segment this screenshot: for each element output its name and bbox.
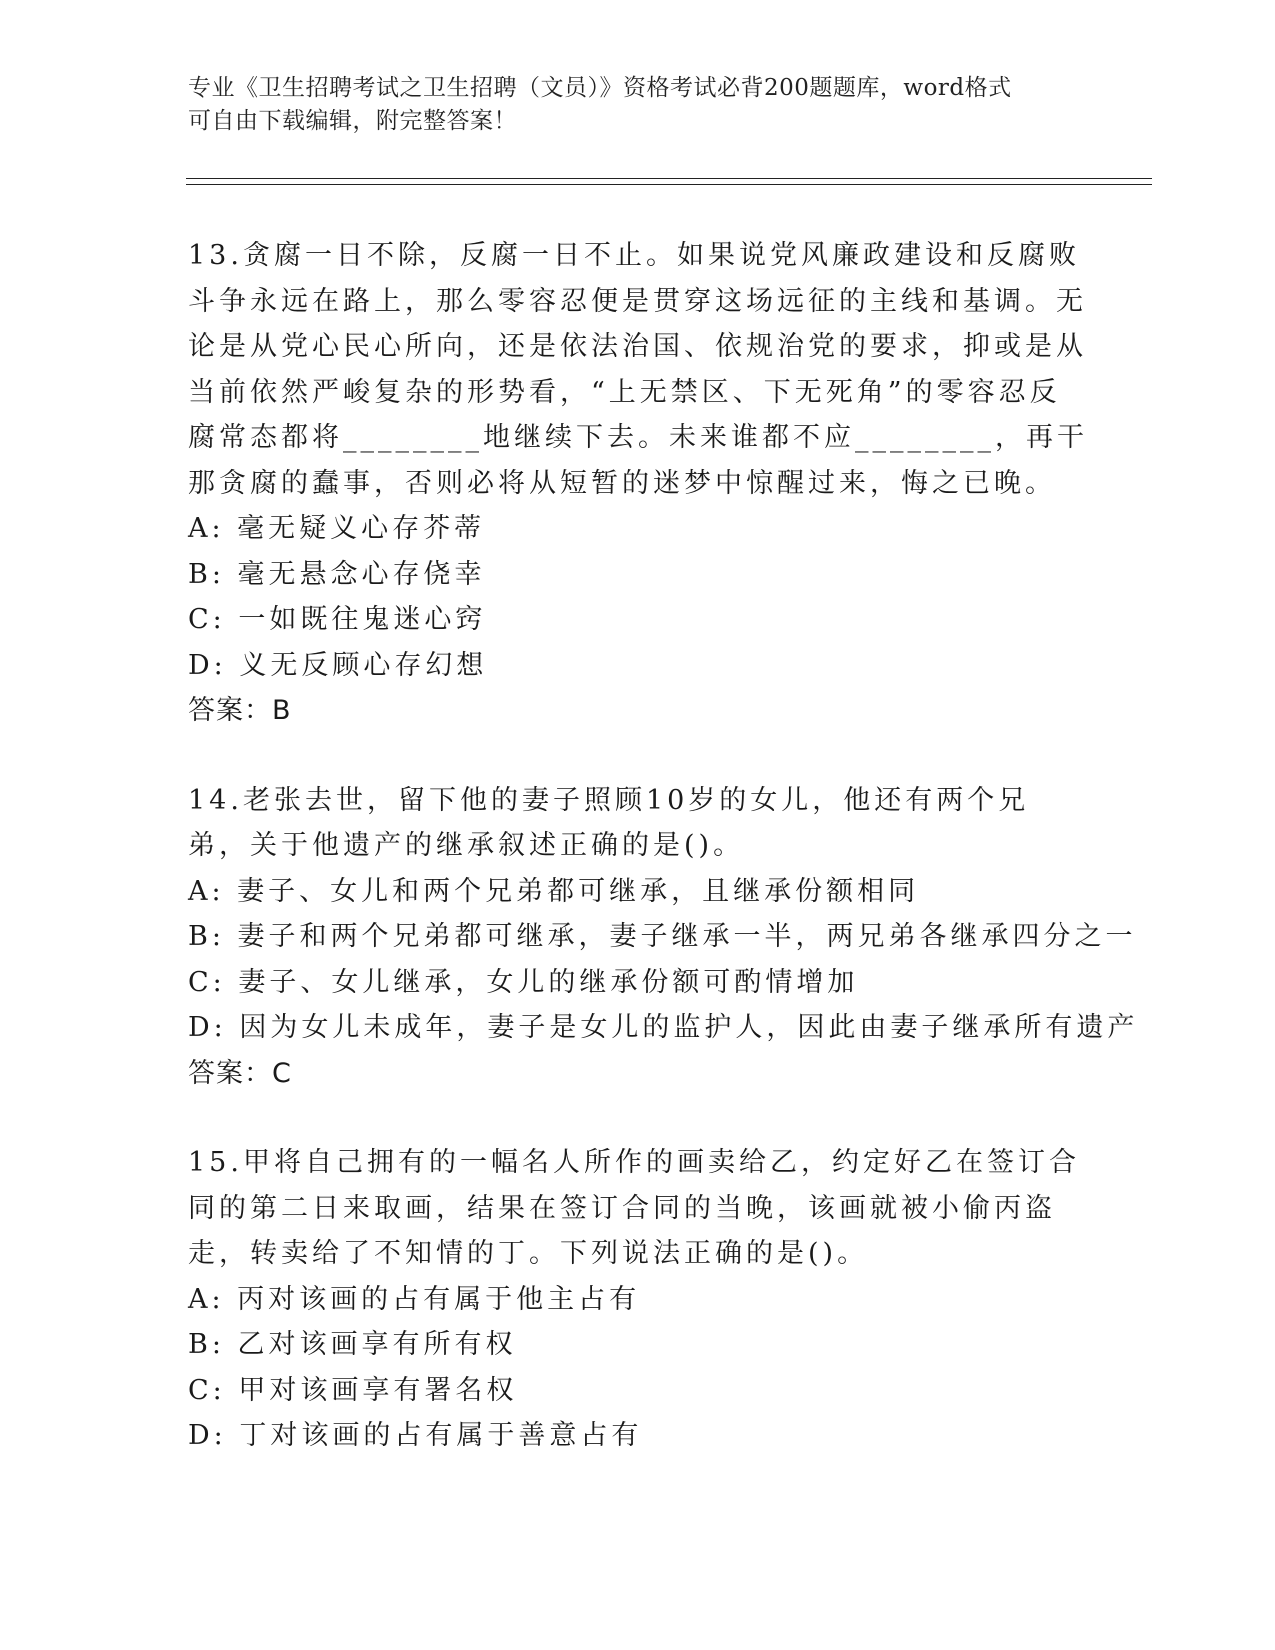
option-c: C: 妻子、女儿继承，女儿的继承份额可酌情增加: [188, 966, 859, 998]
option-d: D: 丁对该画的占有属于善意占有: [188, 1420, 643, 1451]
question-stem: 14.老张去世，留下他的妻子照顾10岁的女儿，他还有两个兄弟，关于他遗产的继承叙述正确的是()。: [188, 784, 1030, 861]
header-divider-bottom: [186, 184, 1152, 185]
option-a: A: 毫无疑义心存芥蒂: [188, 513, 486, 544]
option-d: D: 因为女儿未成年，妻子是女儿的监护人，因此由妻子继承所有遗产: [188, 1012, 1139, 1043]
option-c: C: 甲对该画享有署名权: [188, 1374, 518, 1406]
answer-line: 答案：B: [188, 695, 292, 726]
header-divider-top: [186, 178, 1152, 179]
answer-line: 答案：C: [188, 1057, 292, 1089]
option-d: D: 义无反顾心存幻想: [188, 649, 488, 681]
option-b: B: 妻子和两个兄弟都可继承，妻子继承一半，两兄弟各继承四分之一: [188, 921, 1137, 952]
option-b: B: 毫无悬念心存侥幸: [188, 558, 486, 590]
question-list: [188, 233, 1139, 1503]
option-b: B: 乙对该画享有所有权: [188, 1329, 517, 1360]
option-a: A: 妻子、女儿和两个兄弟都可继承，且继承份额相同: [188, 875, 920, 907]
question-15: [188, 1140, 1088, 1459]
option-a: A: 丙对该画的占有属于他主占有: [188, 1283, 641, 1315]
option-c: C: 一如既往鬼迷心窍: [188, 604, 487, 635]
header-title-line-2: 可自由下载编辑，附完整答案！: [188, 108, 517, 134]
document-header: [188, 72, 1068, 138]
header-title-line-1: 专业《卫生招聘考试之卫生招聘（文员）》资格考试必背200题题库，word格式: [188, 75, 1012, 101]
question-14: [188, 778, 1139, 1097]
question-13: [188, 233, 1088, 734]
question-stem: 15.甲将自己拥有的一幅名人所作的画卖给乙，约定好乙在签订合同的第二日来取画，结果在签订合同的当晚，该画就被小偷丙盗走，转卖给了不知情的丁。下列说法正确的是()。: [188, 1147, 1080, 1269]
question-stem: 13.贪腐一日不除，反腐一日不止。如果说党风廉政建设和反腐败斗争永远在路上，那么零容忍便是贯穿这场远征的主线和基调。无论是从党心民心所向，还是依法治国、依规治党的要求，抑或是从当前依然严峻复杂的形势看，“上无禁区、下无死角”的零容忍反腐常态都将________地继续下去。未来谁都不应________，再干那贪腐的蠢事，否则必将从短暂的迷梦中惊醒过来，悔之已晚。: [188, 240, 1088, 499]
